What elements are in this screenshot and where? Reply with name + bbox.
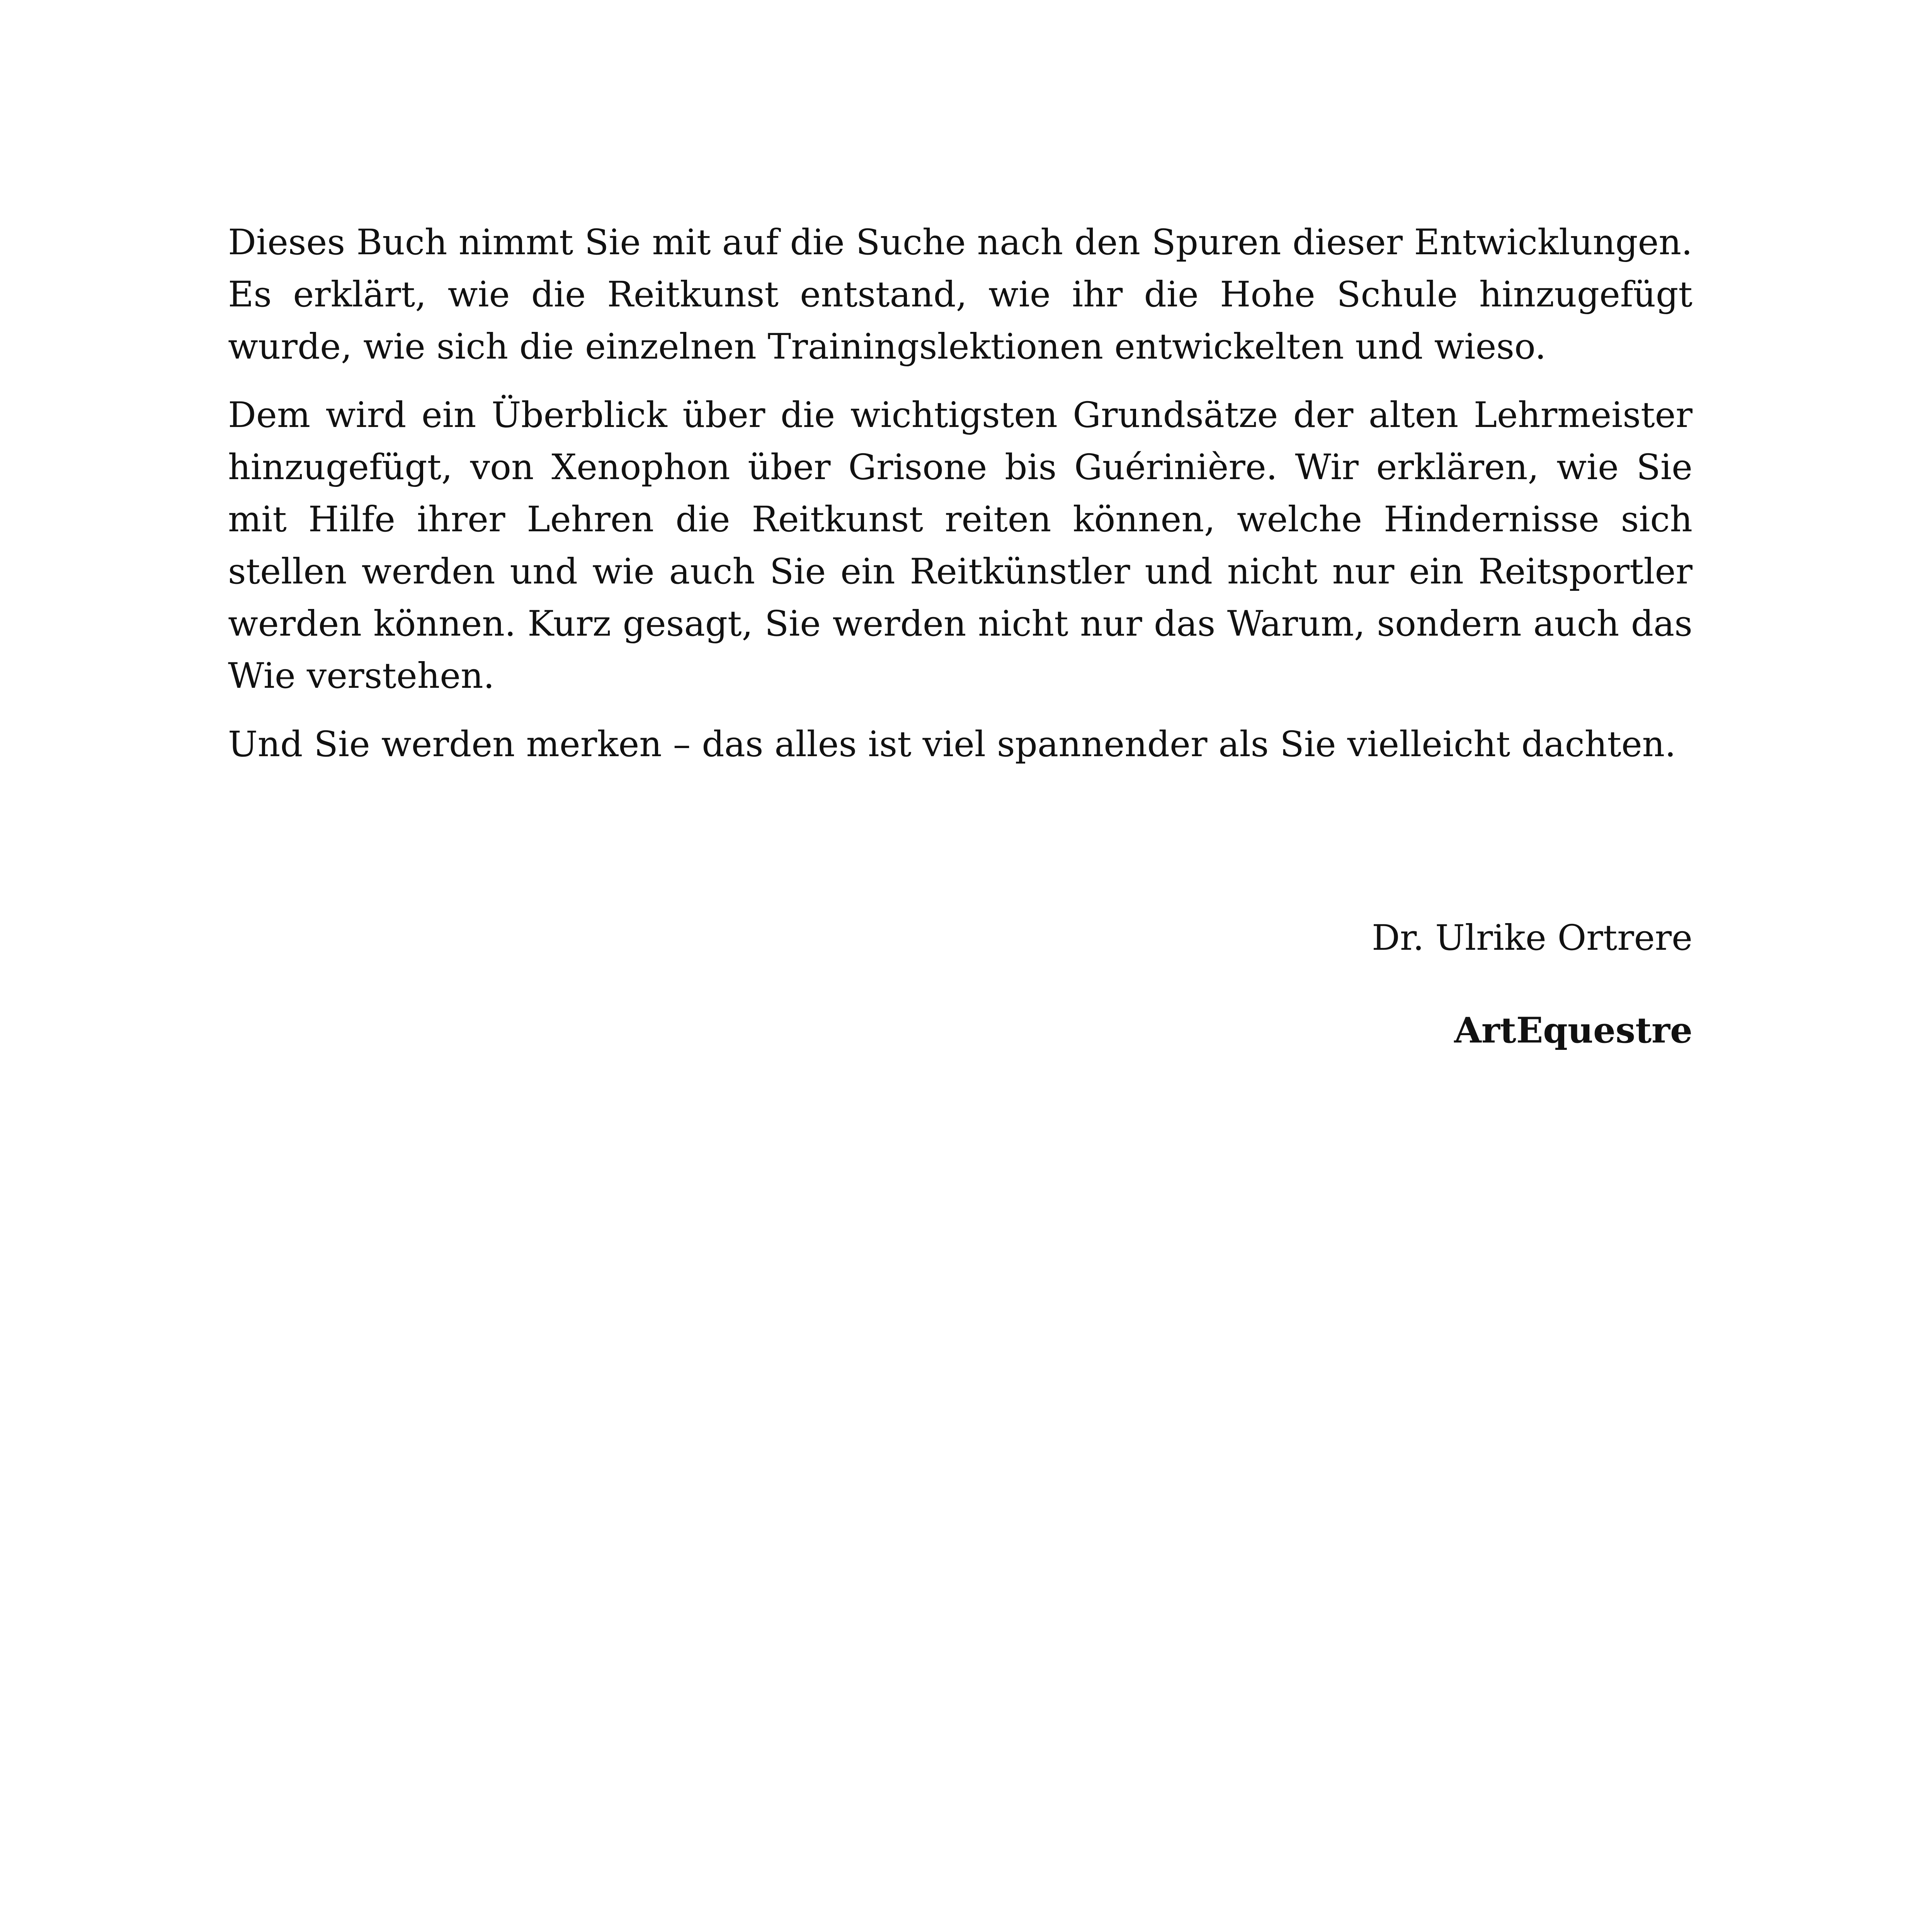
paragraph-3: Und Sie werden merken – das alles ist viel spannender als Sie vielleicht dachten. <box>228 724 1676 765</box>
author-signature: Dr. Ulrike Ortrere <box>1371 918 1692 958</box>
paragraph-2: Dem wird ein Überblick über die wichtigsten Grundsätze der alten Lehrmeister hinzugefügt, von Xenophon über Grisone bis Guérinière. Wir erklären, wie Sie mit Hilfe ihrer Lehren die Reitkunst reiten können, welche Hindernisse sich stellen werden und wie auch Sie ein Reitkünstler und nicht nur ein Reitsportler werden können. Kurz gesagt, Sie werden nicht nur das Warum, sondern auch das Wie verstehen. <box>228 395 1692 696</box>
brand-signature: ArtEquestre <box>1454 1010 1692 1051</box>
paragraph-1: Dieses Buch nimmt Sie mit auf die Suche nach den Spuren dieser Entwicklungen. Es erklärt, wie die Reitkunst entstand, wie ihr die Hohe Schule hinzugefügt wurde, wie sich die einzelnen Trainingslektionen entwickelten und wieso. <box>228 222 1692 367</box>
body-text <box>228 216 1692 787</box>
